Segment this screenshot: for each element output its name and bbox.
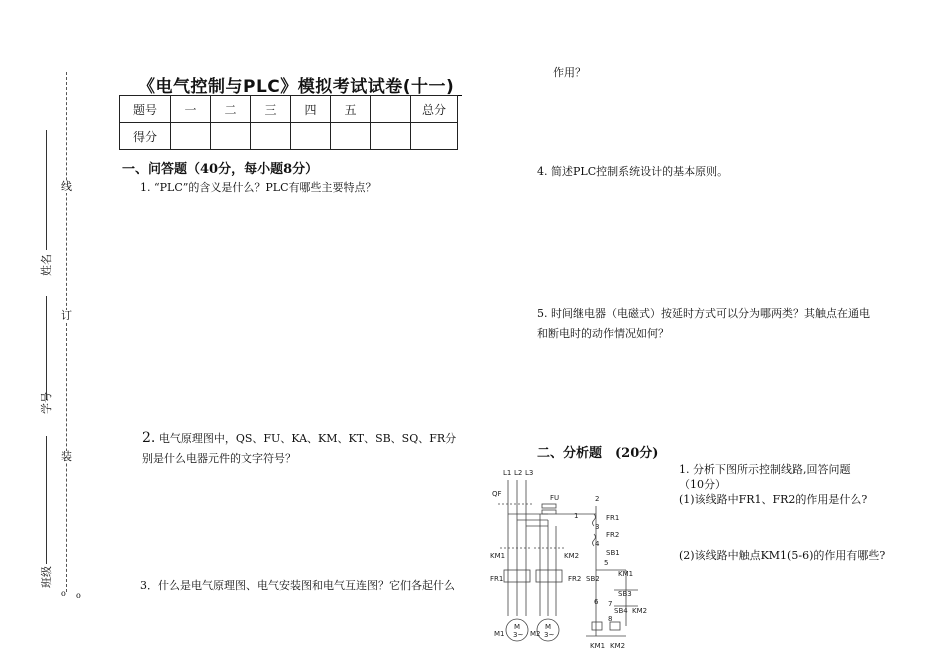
label-SB3: SB3	[618, 590, 632, 598]
score-cell[interactable]	[211, 123, 251, 150]
label-KM1-contact: KM1	[618, 570, 634, 578]
label-M1: M1	[494, 630, 505, 638]
score-header-cell	[371, 96, 411, 123]
label-FR1-power: FR1	[490, 575, 504, 583]
question-2-number: 2.	[142, 430, 156, 446]
score-table-header-row	[120, 96, 458, 123]
label-FR2: FR2	[606, 531, 620, 539]
score-row-label: 得分	[120, 123, 171, 150]
score-header-cell: 二	[211, 96, 251, 123]
label-FR1: FR1	[606, 514, 620, 522]
binding-mark-xian: 线	[61, 180, 72, 193]
label-node-6: 6	[594, 598, 599, 606]
analysis-question-1b: (2)该线路中触点KM1(5-6)的作用有哪些?	[679, 549, 886, 562]
question-5: 5. 时间继电器（电磁式）按延时方式可以分为哪两类？其触点在通电和断电时的动作情况如何？	[537, 307, 870, 340]
score-cell[interactable]	[251, 123, 291, 150]
label-node-8: 8	[608, 615, 613, 623]
binding-circle-mark: o	[61, 589, 66, 598]
name-label: 姓名	[40, 254, 53, 276]
label-SB1: SB1	[606, 549, 620, 557]
question-2	[142, 428, 462, 469]
score-cell[interactable]	[371, 123, 411, 150]
question-2-text: 电气原理图中，QS、FU、KA、KM、KT、SB、SQ、FR分别是什么电器元件的文字符号？	[142, 432, 457, 465]
label-KM1-coil: KM1	[590, 642, 606, 650]
control-circuit-diagram	[486, 466, 651, 666]
score-cell[interactable]	[411, 123, 458, 150]
label-KM1-power: KM1	[490, 552, 506, 560]
label-KM2-coil: KM2	[610, 642, 626, 650]
score-cell[interactable]	[291, 123, 331, 150]
section1-heading: 一、问答题（40分，每小题8分）	[122, 162, 319, 177]
label-node-3: 3	[595, 523, 600, 531]
label-node-1: 1	[574, 512, 579, 520]
question-3: 3．什么是电气原理图、电气安装图和电气互连图？它们各起什么	[140, 579, 455, 592]
binding-dashed-line	[66, 72, 67, 592]
label-SB4: SB4	[614, 607, 628, 615]
binding-mark-ding: 订	[61, 309, 72, 322]
name-field-line	[46, 130, 47, 250]
label-FU: FU	[550, 494, 560, 502]
question-3-continued: 作用？	[553, 66, 586, 79]
question-4: 4. 简述PLC控制系统设计的基本原则。	[537, 165, 729, 178]
label-node-2: 2	[595, 495, 600, 503]
label-SB2: SB2	[586, 575, 600, 583]
class-field-line	[46, 436, 47, 564]
label-node-7: 7	[608, 600, 613, 608]
score-header-cell: 一	[171, 96, 211, 123]
score-cell[interactable]	[171, 123, 211, 150]
binding-circle-mark-2: o	[76, 591, 81, 600]
score-table-score-row	[120, 123, 458, 150]
score-header-cell: 四	[291, 96, 331, 123]
label-node-5: 5	[604, 559, 609, 567]
binding-mark-zhuang: 装	[61, 450, 72, 463]
label-FR2-power: FR2	[568, 575, 582, 583]
score-header-cell: 五	[331, 96, 371, 123]
student-id-field-line	[46, 296, 47, 400]
label-motor-M1-phase: 3~	[513, 631, 524, 639]
label-L3: L3	[525, 469, 534, 477]
label-motor-M2-symbol: M	[545, 623, 552, 631]
question-1: 1. “PLC”的含义是什么？PLC有哪些主要特点？	[140, 181, 377, 194]
label-L1: L1	[503, 469, 512, 477]
score-cell[interactable]	[331, 123, 371, 150]
label-L2: L2	[514, 469, 523, 477]
class-label: 班级	[40, 566, 53, 588]
score-header-cell: 三	[251, 96, 291, 123]
label-KM2-power: KM2	[564, 552, 580, 560]
label-KM2-contact: KM2	[632, 607, 648, 615]
score-table	[119, 95, 458, 150]
label-motor-M1-symbol: M	[514, 623, 521, 631]
score-header-cell: 题号	[120, 96, 171, 123]
exam-title: 《电气控制与PLC》模拟考试试卷(十一)	[138, 77, 455, 97]
label-node-4: 4	[595, 540, 600, 548]
score-header-cell: 总分	[411, 96, 458, 123]
label-motor-M2-phase: 3~	[544, 631, 555, 639]
analysis-question-1a: (1)该线路中FR1、FR2的作用是什么?	[679, 493, 868, 506]
student-id-label: 学号	[40, 392, 53, 414]
analysis-question-1: 1. 分析下图所示控制线路,回答问题（10分）	[679, 463, 851, 491]
label-QF: QF	[492, 490, 502, 498]
label-M2: M2	[530, 630, 541, 638]
section2-heading: 二、分析题 (20分)	[537, 446, 659, 461]
